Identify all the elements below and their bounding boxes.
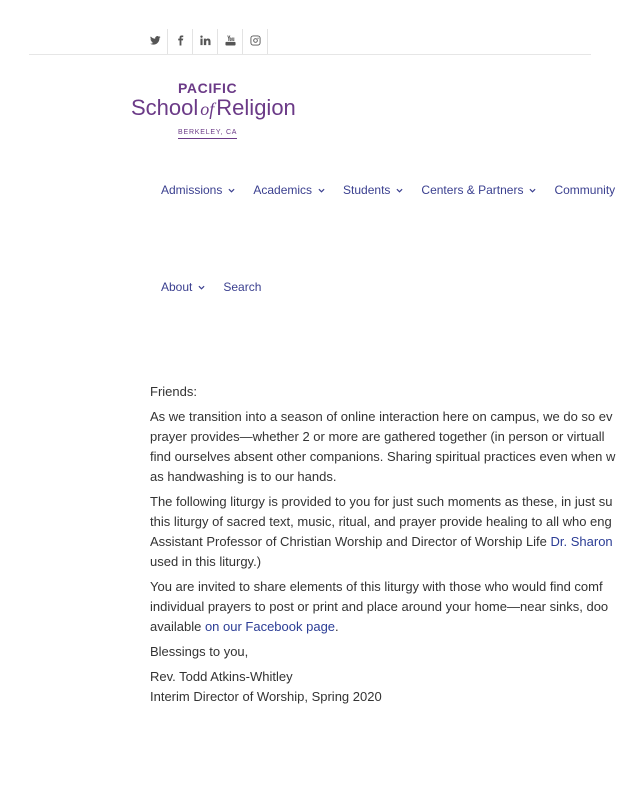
nav-label: About (161, 280, 193, 294)
paragraph-line: prayer provides—whether 2 or more are gathered together (in person or virtuall (150, 429, 605, 444)
instagram-link[interactable] (243, 29, 268, 55)
twitter-link[interactable] (143, 29, 168, 55)
paragraph-line: as handwashing is to our hands. (150, 469, 337, 484)
logo-school: School (131, 95, 199, 120)
paragraph-text: available (150, 619, 205, 634)
paragraph-3 (150, 577, 618, 637)
logo-main-text (131, 95, 296, 121)
nav-label: Search (223, 280, 262, 294)
chevron-down-icon (228, 187, 235, 194)
nav-item-centers-partners[interactable] (421, 183, 536, 197)
logo-location: BERKELEY, CA (178, 129, 237, 139)
nav-label: Admissions (161, 183, 223, 197)
nav-item-admissions[interactable] (161, 183, 235, 197)
nav-label: Community (554, 183, 616, 197)
chevron-down-icon (198, 284, 205, 291)
logo-of: of (200, 99, 215, 119)
paragraph-line: find ourselves absent other companions. Sharing spiritual practices even when w (150, 449, 616, 464)
paragraph-line (150, 617, 618, 637)
chevron-down-icon (396, 187, 403, 194)
paragraph-2 (150, 492, 618, 572)
nav-item-students[interactable] (343, 183, 403, 197)
chevron-down-icon (529, 187, 536, 194)
nav-label: Academics (253, 183, 313, 197)
instagram-icon (250, 33, 261, 51)
paragraph-line: individual prayers to post or print and place around your home—near sinks, doo (150, 599, 609, 614)
nav-item-community[interactable] (554, 183, 615, 197)
main-nav (161, 183, 618, 197)
header-divider (29, 54, 591, 55)
paragraph-1 (150, 407, 618, 487)
nav-item-about[interactable] (161, 280, 205, 294)
article-body (150, 382, 618, 712)
paragraph-line: this liturgy of sacred text, music, ritual, and prayer provide healing to all who eng (150, 514, 612, 529)
youtube-icon (225, 33, 236, 51)
nav-label: Students (343, 183, 391, 197)
signature-name: Rev. Todd Atkins-Whitley (150, 669, 293, 684)
youtube-link[interactable] (218, 29, 243, 55)
main-nav-row-2 (161, 280, 279, 294)
paragraph-line: As we transition into a season of online interaction here on campus, we do so ev (150, 409, 613, 424)
nav-item-search[interactable] (223, 280, 261, 294)
paragraph-line: You are invited to share elements of this liturgy with those who would find comf (150, 579, 603, 594)
linkedin-icon (200, 33, 211, 51)
twitter-icon (150, 33, 161, 51)
chevron-down-icon (318, 187, 325, 194)
signature-title: Interim Director of Worship, Spring 2020 (150, 689, 382, 704)
paragraph-line: used in this liturgy.) (150, 554, 262, 569)
dr-sharon-link[interactable]: Dr. Sharon (550, 534, 613, 549)
paragraph-text: . (335, 619, 339, 634)
paragraph-text: Assistant Professor of Christian Worship and Director of Worship Life (150, 534, 551, 549)
signature (150, 667, 618, 707)
closing: Blessings to you, (150, 644, 249, 659)
paragraph-line (150, 532, 618, 552)
facebook-page-link[interactable]: on our Facebook page (204, 619, 336, 634)
nav-label: Centers & Partners (421, 183, 524, 197)
linkedin-link[interactable] (193, 29, 218, 55)
facebook-link[interactable] (168, 29, 193, 55)
nav-item-academics[interactable] (253, 183, 325, 197)
greeting: Friends: (150, 384, 197, 399)
paragraph-line: The following liturgy is provided to you for just such moments as these, in just su (150, 494, 613, 509)
site-logo[interactable] (131, 80, 296, 150)
logo-religion: Religion (216, 95, 296, 120)
social-bar (143, 29, 268, 55)
logo-top-text: PACIFIC (178, 80, 238, 96)
facebook-icon (175, 33, 186, 51)
